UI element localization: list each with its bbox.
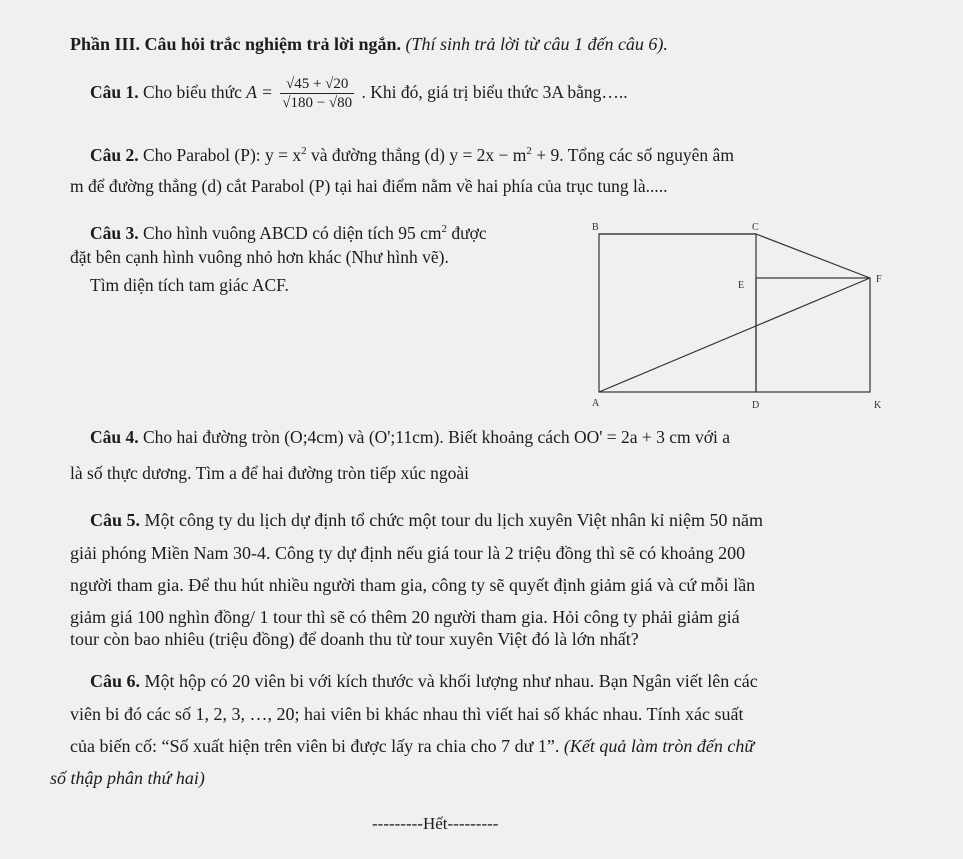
question-5-line-4: giảm giá 100 nghìn đồng/ 1 tour thì sẽ có thêm 20 người tham gia. Hỏi công ty phải giảm giá <box>70 607 740 627</box>
question-1 <box>90 72 628 112</box>
q3-text-a: Cho hình vuông ABCD có diện tích 95 cm <box>143 222 442 243</box>
q4-text-a: Cho hai đường tròn <box>143 427 280 447</box>
question-5-line-1 <box>90 509 763 531</box>
square-small <box>756 278 870 392</box>
label-B: B <box>592 222 599 233</box>
question-4-line-1 <box>90 426 730 448</box>
question-3-line-3: Tìm diện tích tam giác ACF. <box>90 275 289 295</box>
q4-circle-1: (O;4cm) <box>284 427 344 447</box>
section-header <box>70 33 668 55</box>
question-4-line-2: là số thực dương. Tìm a để hai đường tròn tiếp xúc ngoài <box>70 463 469 483</box>
q4-label: Câu 4. <box>90 427 139 447</box>
segment-AC <box>599 234 756 392</box>
q4-text-b: . Biết khoảng cách <box>439 427 570 447</box>
q2-text-b: và đường thẳng (d) <box>311 144 445 165</box>
question-3-line-1 <box>90 218 487 244</box>
q6-note-1: (Kết quả làm tròn đến chữ <box>559 736 755 756</box>
label-K: K <box>874 400 882 411</box>
question-5-line-5: tour còn bao nhiêu (triệu đồng) để doanh thu từ tour xuyên Việt đó là lớn nhất? <box>70 629 639 649</box>
q6-text-1: Một hộp có 20 viên bi với kích thước và khối lượng như nhau. Bạn Ngân viết lên các <box>144 671 758 691</box>
segment-AF <box>599 278 870 392</box>
q2-text-a: Cho Parabol (P): <box>143 144 261 165</box>
question-6-line-4: số thập phân thứ hai) <box>50 768 205 788</box>
q3-label: Câu 3. <box>90 222 139 243</box>
q1-fraction <box>280 75 354 112</box>
q1-formula-lhs: A = <box>246 82 273 102</box>
q4-and: và <box>347 427 365 447</box>
question-6-line-3 <box>70 735 754 757</box>
q3-geometry-figure <box>590 218 890 413</box>
label-E: E <box>738 280 745 291</box>
question-6-line-2: viên bi đó các số 1, 2, 3, …, 20; hai viên bi khác nhau thì viết hai số khác nhau. Tính xác suất <box>70 704 744 724</box>
question-2-line-1 <box>90 140 734 166</box>
question-6-line-1 <box>90 670 758 692</box>
q5-text-1: Một công ty du lịch dự định tổ chức một tour du lịch xuyên Việt nhân kỉ niệm 50 năm <box>144 510 764 530</box>
question-5-line-2: giải phóng Miền Nam 30-4. Công ty dự định nếu giá tour là 2 triệu đồng thì sẽ có khoảng 200 <box>70 543 746 563</box>
q1-text-before: Cho biểu thức <box>143 82 242 102</box>
q5-label: Câu 5. <box>90 510 141 530</box>
section-note: (Thí sinh trả lời từ câu 1 đến câu 6). <box>405 34 668 54</box>
q2-parabola: $y = x^2$ <box>265 144 307 165</box>
q4-distance: OO' = 2a + 3 cm <box>573 427 691 447</box>
segment-CF <box>756 234 870 278</box>
section-title: Phần III. Câu hỏi trắc nghiệm trả lời ngắn. <box>70 34 402 54</box>
question-3-line-2: đặt bên cạnh hình vuông nhỏ hơn khác (Như hình vẽ). <box>70 247 449 267</box>
q1-denominator: √180 − √80 <box>282 95 353 112</box>
q3-text-b: được <box>446 222 487 243</box>
question-5-line-3: người tham gia. Để thu hút nhiều người tham gia, công ty sẽ quyết định giảm giá và cứ mỗi lần <box>70 575 756 595</box>
label-D: D <box>752 400 760 411</box>
q1-numerator: √45 + √20 <box>280 75 354 94</box>
label-A: A <box>592 398 600 409</box>
end-marker: ---------Hết--------- <box>372 814 499 833</box>
q2-label: Câu 2. <box>90 144 139 165</box>
q1-text-after: . Khi đó, giá trị biểu thức 3A bằng….. <box>361 82 628 102</box>
q3-exp: 2 <box>441 223 447 235</box>
label-C: C <box>752 222 759 233</box>
q4-text-c: với a <box>695 427 731 447</box>
q6-text-3: của biến cố: “Số xuất hiện trên viên bi được lấy ra chia cho 7 dư 1”. <box>70 736 560 756</box>
q1-label: Câu 1. <box>90 82 139 102</box>
question-2-line-2: m để đường thẳng (d) cắt Parabol (P) tại hai điểm nằm về hai phía của trục tung là..... <box>70 176 668 196</box>
q4-circle-2: (O';11cm) <box>368 427 440 447</box>
q2-line-equation: $y = 2x - m^2 + 9$ <box>449 144 560 165</box>
q2-text-c: . Tổng các số nguyên âm <box>559 144 734 165</box>
label-F: F <box>876 274 882 285</box>
q6-label: Câu 6. <box>90 671 141 691</box>
